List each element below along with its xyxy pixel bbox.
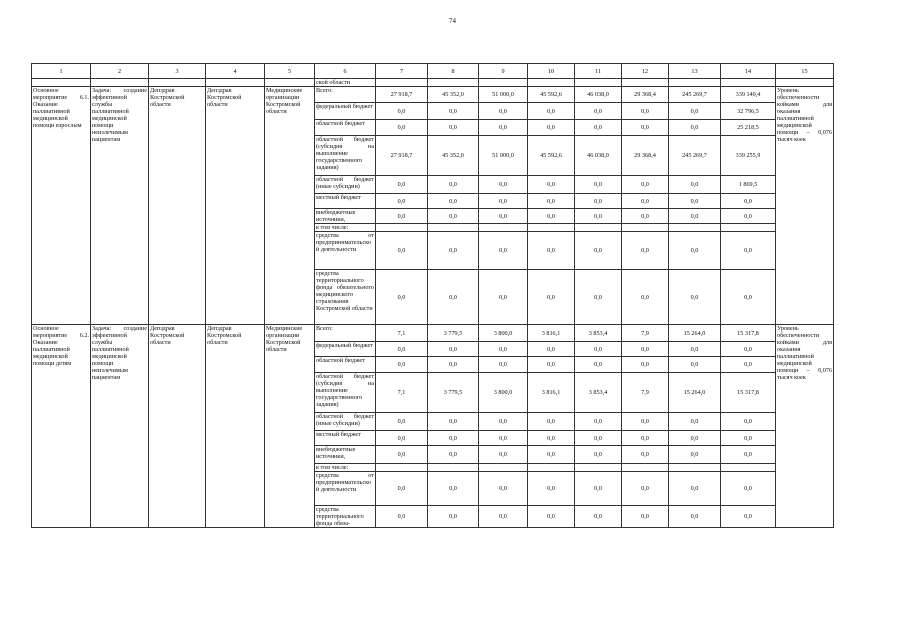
value-cell: 25 218,5 (721, 120, 776, 136)
value-cell: 0,0 (575, 270, 622, 325)
value-cell: 245 269,7 (669, 87, 721, 103)
value-cell: 0,0 (428, 270, 479, 325)
value-cell: 0,0 (669, 413, 721, 431)
value-cell: 46 038,0 (575, 87, 622, 103)
value-cell: 0,0 (721, 342, 776, 357)
value-cell: 0,0 (721, 431, 776, 446)
value-cell: 3 779,5 (428, 325, 479, 342)
value-cell: 3 853,4 (575, 325, 622, 342)
table-row (32, 87, 834, 103)
value-cell: 0,0 (376, 506, 428, 528)
page-number: 74 (449, 17, 456, 25)
value-cell: 0,0 (575, 120, 622, 136)
value-cell: 0,0 (528, 232, 575, 270)
value-cell: 0,0 (575, 194, 622, 209)
value-cell: 0,0 (479, 232, 528, 270)
value-cell: 29 368,4 (622, 136, 669, 176)
col-header: 9 (479, 64, 528, 79)
value-cell: 3 853,4 (575, 373, 622, 413)
value-cell: 0,0 (376, 103, 428, 120)
value-cell: 0,0 (428, 506, 479, 528)
value-cell: 0,0 (528, 506, 575, 528)
value-cell: 0,0 (428, 413, 479, 431)
value-cell: 0,0 (721, 232, 776, 270)
value-cell: 0,0 (622, 194, 669, 209)
col-header: 1 (32, 64, 91, 79)
value-cell: 0,0 (622, 342, 669, 357)
col-header: 6 (315, 64, 376, 79)
source-label: местный бюджет (315, 431, 376, 446)
source-label: федеральный бюджет (315, 103, 376, 120)
value-cell: 0,0 (669, 357, 721, 373)
value-cell: 0,0 (622, 176, 669, 194)
value-cell: 0,0 (376, 413, 428, 431)
value-cell (528, 224, 575, 232)
value-cell: 0,0 (376, 209, 428, 224)
executor-cell: Депздрав Костромской области (149, 87, 206, 325)
source-label: местный бюджет (315, 194, 376, 209)
col-header: 5 (265, 64, 315, 79)
value-cell: 3 816,1 (528, 373, 575, 413)
value-cell: 1 869,5 (721, 176, 776, 194)
value-cell (479, 224, 528, 232)
value-cell: 0,0 (721, 446, 776, 464)
value-cell: 45 352,0 (428, 87, 479, 103)
value-cell: 0,0 (479, 120, 528, 136)
value-cell: 0,0 (669, 176, 721, 194)
value-cell: 0,0 (575, 209, 622, 224)
task-cell: Задача: создание эффективной службы паллиативной медицинской помощи неизлечимым пациентам (91, 87, 149, 325)
value-cell: 0,0 (528, 446, 575, 464)
value-cell: 0,0 (622, 472, 669, 506)
value-cell: 0,0 (721, 506, 776, 528)
continuation-row (32, 79, 834, 87)
value-cell: 0,0 (669, 103, 721, 120)
value-cell (575, 224, 622, 232)
value-cell (479, 464, 528, 472)
value-cell: 0,0 (376, 342, 428, 357)
source-label: в том числе: (315, 464, 376, 472)
value-cell: 0,0 (479, 506, 528, 528)
value-cell (721, 224, 776, 232)
value-cell (575, 464, 622, 472)
value-cell: 0,0 (479, 103, 528, 120)
value-cell: 0,0 (428, 103, 479, 120)
value-cell: 0,0 (428, 194, 479, 209)
value-cell: 0,0 (479, 342, 528, 357)
value-cell: 0,0 (428, 120, 479, 136)
value-cell: 0,0 (479, 472, 528, 506)
value-cell: 3 779,5 (428, 373, 479, 413)
value-cell: 0,0 (528, 413, 575, 431)
value-cell (428, 224, 479, 232)
value-cell: 0,0 (575, 357, 622, 373)
value-cell: 0,0 (479, 194, 528, 209)
value-cell: 0,0 (376, 270, 428, 325)
value-cell: 0,0 (428, 209, 479, 224)
value-cell: 0,0 (428, 446, 479, 464)
value-cell: 3 800,0 (479, 373, 528, 413)
value-cell (428, 464, 479, 472)
value-cell: 0,0 (575, 103, 622, 120)
source-label: областной бюджет (субсидия на выполнение государственного задания) (315, 373, 376, 413)
value-cell: 0,0 (528, 357, 575, 373)
value-cell: 0,0 (669, 342, 721, 357)
value-cell: 7,9 (622, 373, 669, 413)
value-cell: 0,0 (528, 194, 575, 209)
source-label: средства от предпринимательской деятельности (315, 232, 376, 270)
value-cell: 27 918,7 (376, 87, 428, 103)
value-cell: 0,0 (376, 431, 428, 446)
value-cell: 45 352,0 (428, 136, 479, 176)
indicator-cell: Уровень обеспеченности койками для оказания паллиативной медицинской помощи – 0,076 тысяч коек (776, 325, 834, 528)
value-cell: 0,0 (528, 431, 575, 446)
value-cell: 0,0 (575, 232, 622, 270)
value-cell: 0,0 (528, 270, 575, 325)
participant-cell: Медицинские организации Костромской области (265, 87, 315, 325)
event-cell: Основное мероприятие 6.1. Оказание паллиативной медицинской помощи взрослым (32, 87, 91, 325)
value-cell: 15 317,8 (721, 325, 776, 342)
col-header: 13 (669, 64, 721, 79)
value-cell: 0,0 (528, 103, 575, 120)
value-cell: 0,0 (428, 357, 479, 373)
value-cell: 0,0 (622, 232, 669, 270)
value-cell: 0,0 (528, 342, 575, 357)
value-cell: 0,0 (376, 176, 428, 194)
value-cell: 0,0 (528, 176, 575, 194)
source-label: областной бюджет (иные субсидии) (315, 176, 376, 194)
value-cell: 0,0 (622, 270, 669, 325)
col-header: 10 (528, 64, 575, 79)
source-label: средства территориального фонда обязательного медицинского страхования Костромской области (315, 270, 376, 325)
source-label: областной бюджет (субсидия на выполнение государственного задания) (315, 136, 376, 176)
value-cell: 0,0 (669, 431, 721, 446)
value-cell (721, 464, 776, 472)
value-cell: 3 800,0 (479, 325, 528, 342)
value-cell: 0,0 (721, 270, 776, 325)
value-cell: 0,0 (622, 103, 669, 120)
value-cell: 0,0 (428, 431, 479, 446)
table-row (32, 325, 834, 342)
value-cell: 0,0 (428, 472, 479, 506)
col-header: 3 (149, 64, 206, 79)
value-cell: 0,0 (669, 194, 721, 209)
event-cell: Основное мероприятие 6.2. Оказание паллиативной медицинской помощи детям (32, 325, 91, 528)
value-cell: 0,0 (479, 413, 528, 431)
value-cell: 0,0 (575, 506, 622, 528)
indicator-cell: Уровень обеспеченности койками для оказания паллиативной медицинской помощи – 0,076 тысяч коек (776, 87, 834, 325)
value-cell: 0,0 (479, 270, 528, 325)
value-cell: 0,0 (575, 446, 622, 464)
source-label: Всего: (315, 87, 376, 103)
source-label: средства от предпринимательской деятельности (315, 472, 376, 506)
task-cell: Задача: создание эффективной службы паллиативной медицинской помощи неизлечимым пациентам (91, 325, 149, 528)
value-cell (622, 224, 669, 232)
value-cell: 0,0 (575, 413, 622, 431)
value-cell: 0,0 (575, 431, 622, 446)
source-label: внебюджетные источники, (315, 209, 376, 224)
value-cell: 7,1 (376, 373, 428, 413)
value-cell: 7,1 (376, 325, 428, 342)
value-cell: 15 264,0 (669, 373, 721, 413)
value-cell: 0,0 (575, 342, 622, 357)
value-cell: 0,0 (479, 357, 528, 373)
col-header: 11 (575, 64, 622, 79)
value-cell: 0,0 (376, 194, 428, 209)
value-cell: 46 038,0 (575, 136, 622, 176)
source-label: областной бюджет (иные субсидии) (315, 413, 376, 431)
value-cell: 45 592,6 (528, 136, 575, 176)
value-cell: 0,0 (622, 506, 669, 528)
participant-cell: Медицинские организации Костромской области (265, 325, 315, 528)
source-label: средства территориального фонда обяза- (315, 506, 376, 528)
value-cell: 15 317,8 (721, 373, 776, 413)
source-label: областной бюджет (315, 357, 376, 373)
source-label: Всего: (315, 325, 376, 342)
value-cell: 0,0 (376, 232, 428, 270)
value-cell: 0,0 (528, 472, 575, 506)
value-cell: 0,0 (669, 472, 721, 506)
value-cell: 0,0 (721, 472, 776, 506)
value-cell: 0,0 (669, 446, 721, 464)
coexecutor-cell: Депздрав Костромской области (206, 325, 265, 528)
value-cell: 0,0 (575, 176, 622, 194)
value-cell: 3 816,1 (528, 325, 575, 342)
value-cell: 0,0 (721, 194, 776, 209)
value-cell: 0,0 (428, 232, 479, 270)
col-header: 8 (428, 64, 479, 79)
executor-cell: Депздрав Костромской области (149, 325, 206, 528)
value-cell: 0,0 (376, 472, 428, 506)
value-cell: 0,0 (622, 446, 669, 464)
value-cell: 32 796,5 (721, 103, 776, 120)
value-cell: 7,9 (622, 325, 669, 342)
value-cell: 0,0 (669, 209, 721, 224)
value-cell: 245 269,7 (669, 136, 721, 176)
value-cell: 0,0 (669, 506, 721, 528)
value-cell: 45 592,6 (528, 87, 575, 103)
value-cell: 51 000,0 (479, 136, 528, 176)
value-cell (669, 464, 721, 472)
value-cell: 339 255,9 (721, 136, 776, 176)
value-cell: 51 000,0 (479, 87, 528, 103)
value-cell: 0,0 (669, 232, 721, 270)
value-cell: 0,0 (669, 120, 721, 136)
value-cell (528, 464, 575, 472)
value-cell: 29 368,4 (622, 87, 669, 103)
source-label: федеральный бюджет (315, 342, 376, 357)
source-label: в том числе: (315, 224, 376, 232)
value-cell: 0,0 (622, 431, 669, 446)
continuation-text: ской области (315, 79, 376, 87)
value-cell: 0,0 (669, 270, 721, 325)
value-cell: 0,0 (479, 431, 528, 446)
value-cell: 0,0 (622, 413, 669, 431)
value-cell: 0,0 (528, 209, 575, 224)
value-cell: 0,0 (622, 120, 669, 136)
col-header: 12 (622, 64, 669, 79)
source-label: областной бюджет (315, 120, 376, 136)
value-cell: 0,0 (721, 209, 776, 224)
value-cell (376, 464, 428, 472)
value-cell: 0,0 (528, 120, 575, 136)
value-cell: 0,0 (622, 357, 669, 373)
value-cell: 0,0 (721, 357, 776, 373)
value-cell (669, 224, 721, 232)
col-header: 7 (376, 64, 428, 79)
value-cell: 0,0 (428, 176, 479, 194)
value-cell: 0,0 (479, 176, 528, 194)
col-header: 4 (206, 64, 265, 79)
value-cell (376, 224, 428, 232)
value-cell: 0,0 (479, 446, 528, 464)
source-label: внебюджетные источники, (315, 446, 376, 464)
value-cell: 0,0 (376, 357, 428, 373)
col-header: 15 (776, 64, 834, 79)
value-cell: 0,0 (479, 209, 528, 224)
value-cell (622, 464, 669, 472)
value-cell: 0,0 (622, 209, 669, 224)
value-cell: 0,0 (376, 120, 428, 136)
value-cell: 27 918,7 (376, 136, 428, 176)
col-header: 14 (721, 64, 776, 79)
value-cell: 15 264,0 (669, 325, 721, 342)
value-cell: 0,0 (721, 413, 776, 431)
value-cell: 0,0 (428, 342, 479, 357)
coexecutor-cell: Депздрав Костромской области (206, 87, 265, 325)
value-cell: 0,0 (376, 446, 428, 464)
budget-table (31, 63, 834, 528)
value-cell: 0,0 (575, 472, 622, 506)
value-cell: 339 140,4 (721, 87, 776, 103)
header-row (32, 64, 834, 79)
col-header: 2 (91, 64, 149, 79)
